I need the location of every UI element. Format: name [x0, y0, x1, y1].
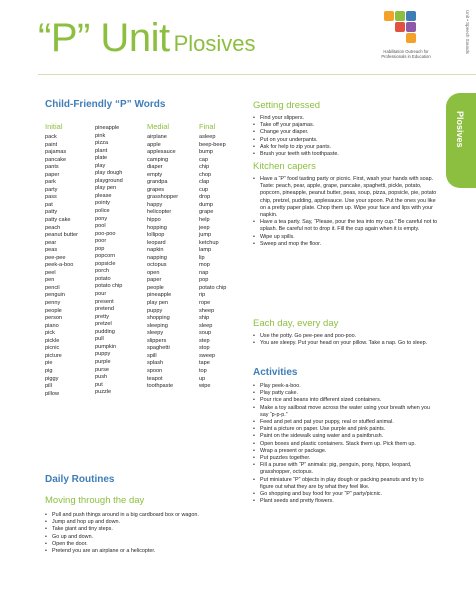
word-item: pony: [95, 215, 108, 222]
word-item: applesauce: [147, 149, 176, 156]
word-item: teapot: [147, 375, 163, 382]
word-item: pineapple: [95, 125, 120, 131]
word-item: penny: [45, 300, 61, 307]
word-item: push: [95, 374, 108, 381]
word-item: mop: [199, 262, 210, 269]
word-item: open: [147, 269, 160, 276]
word-item: sheep: [199, 307, 215, 314]
word-item: poor: [95, 238, 107, 245]
list-item: • Paint on the sidewalk using water and a paintbrush.: [253, 433, 438, 440]
initial-label: Initial: [45, 122, 63, 131]
vertical-note: Unit • Speech Sounds: [465, 10, 470, 54]
word-item: pencil: [45, 284, 60, 291]
words-heading: Child-Friendly “P” Words: [45, 99, 166, 110]
word-item: hippo: [147, 217, 161, 224]
page-title: [38, 16, 256, 61]
word-item: popsicle: [95, 260, 116, 267]
word-item: chip: [199, 164, 210, 171]
word-item: purse: [95, 366, 109, 373]
word-item: bump: [199, 149, 213, 156]
eachday-heading: Each day, every day: [253, 318, 339, 329]
word-item: airplane: [147, 134, 167, 140]
list-item: • Paint a picture on paper. Use purple and pink paints.: [253, 426, 438, 433]
word-item: park: [45, 179, 56, 186]
word-item: peek-a-boo: [45, 262, 74, 269]
word-item: patty: [45, 209, 58, 216]
word-item: paper: [45, 171, 60, 178]
word-item: happy: [147, 201, 163, 208]
list-item: • Plant seeds and pretty flowers.: [253, 498, 438, 505]
list-item: • Fill a purse with “P” animals: pig, penguin, pony, hippo, leopard, grasshopper, octopus.: [253, 462, 438, 476]
word-item: up: [199, 375, 206, 382]
word-item: play pen: [95, 185, 117, 192]
list-item: • Open the door.: [45, 541, 240, 548]
word-item: peanut butter: [45, 232, 78, 239]
word-item: chop: [199, 171, 212, 178]
word-item: people: [147, 284, 164, 291]
list-item: • Pretend you are an airplane or a helicopter.: [45, 548, 240, 555]
words-heading-wrap: [45, 99, 165, 110]
word-item: peas: [45, 247, 58, 254]
word-item: pretty: [95, 313, 109, 320]
list-item: • Play peek-a-boo.: [253, 383, 438, 390]
word-item: pill: [45, 383, 52, 390]
title-main: “P” Unit: [38, 16, 170, 60]
word-item: diaper: [147, 164, 163, 171]
word-item: picnic: [45, 345, 60, 352]
title-sub: Plosives: [173, 31, 256, 56]
word-item: pop: [95, 245, 105, 252]
medial-words: [147, 134, 178, 391]
list-item: • Take off your pajamas.: [253, 122, 438, 129]
word-item: pour: [95, 291, 107, 298]
list-item: • Ask for help to zip your pants.: [253, 144, 438, 151]
word-item: people: [45, 307, 62, 314]
word-item: pudding: [95, 328, 115, 335]
dressed-heading: Getting dressed: [253, 100, 321, 111]
list-item: • Use the potty. Go pee-pee and poo-poo.: [253, 333, 438, 340]
word-item: spill: [147, 352, 157, 359]
word-item: puzzle: [95, 389, 112, 396]
list-item: • Open boxes and plastic containers. Stack them up. Pick them up.: [253, 441, 438, 448]
word-item: peach: [45, 224, 61, 231]
word-item: pink: [95, 132, 106, 139]
word-item: wipe: [199, 383, 211, 390]
word-item: piggy: [45, 375, 59, 382]
word-item: puppy: [95, 351, 111, 358]
word-item: pizza: [95, 140, 109, 147]
list-item: • Play patty cake.: [253, 390, 438, 397]
word-item: clap: [199, 179, 210, 186]
word-item: sleepy: [147, 330, 164, 337]
list-item: • Go up and down.: [45, 534, 240, 541]
initial-words-a: [45, 134, 78, 398]
word-item: penguin: [45, 292, 65, 299]
word-item: cup: [199, 186, 209, 193]
list-item: • Make a toy sailboat move across the water using your breath when you say “p-p-p.”: [253, 405, 438, 419]
word-item: pajamas: [45, 149, 67, 156]
list-item: • Have a “P” food tasting party or picnic. First, wash your hands with soap. Taste: peach, pear, apple, grape, pancake, spaghetti, pickle, potato, popcorn, pineapple, peanut butter, peas, soup, pizza, popsicle, pie, potato chip, pretzel, pudding, applesauce. Use your spoon. Put the ones you like on a pretty paper plate. Chop them up. Wipe your face and lips with your napkin.: [253, 176, 438, 219]
list-item: • Have a tea party. Say, “Please, pour the tea into my cup.” Be careful not to splash. Be careful not to drop it. Fill the cup again when it is empty.: [253, 219, 438, 233]
activities-list: [253, 383, 438, 505]
logo-blocks-icon: [384, 11, 428, 47]
word-item: person: [45, 315, 63, 322]
word-item: pool: [95, 223, 106, 230]
word-item: playground: [95, 177, 123, 184]
kitchen-list: [253, 176, 438, 248]
word-item: peel: [45, 269, 56, 276]
eachday-section: [253, 318, 438, 347]
daily-list: [45, 512, 240, 555]
list-item: • You are sleepy. Put your head on your pillow. Take a nap. Go to sleep.: [253, 340, 438, 347]
word-item: sweep: [199, 352, 216, 359]
word-item: pig: [45, 367, 53, 374]
list-item: • Sweep and mop the floor.: [253, 241, 438, 248]
word-item: pillow: [45, 390, 59, 397]
initial-words-b: [95, 125, 123, 397]
word-item: camping: [147, 156, 169, 163]
word-item: party: [45, 186, 58, 193]
kitchen-section: [253, 161, 438, 248]
word-item: pointy: [95, 200, 110, 207]
word-item: spoon: [147, 367, 163, 374]
eachday-list: [253, 333, 438, 347]
word-item: piano: [45, 322, 59, 329]
list-item: • Put puzzles together.: [253, 455, 438, 462]
word-item: beep-beep: [199, 141, 226, 148]
word-item: napkin: [147, 247, 164, 254]
word-item: slippers: [147, 337, 167, 344]
list-item: • Pull and push things around in a big cardboard box or wagon.: [45, 512, 240, 519]
activities-heading: Activities: [253, 367, 298, 378]
word-item: pretzel: [95, 321, 112, 328]
word-item: pretend: [95, 306, 114, 313]
word-item: pumpkin: [95, 343, 117, 350]
list-item: • Wipe up spills.: [253, 234, 438, 241]
daily-heading: Daily Routines: [45, 474, 115, 485]
word-item: patty cake: [45, 217, 71, 224]
word-item: pie: [45, 360, 53, 367]
word-item: nap: [199, 269, 209, 276]
word-item: octopus: [147, 262, 167, 269]
word-item: play pen: [147, 300, 169, 307]
word-item: splash: [147, 360, 164, 367]
word-item: hopping: [147, 224, 167, 231]
word-item: jeep: [199, 224, 210, 231]
side-tab: [446, 93, 476, 188]
word-item: cap: [199, 156, 209, 163]
activities-section: [253, 367, 438, 505]
word-item: plate: [95, 155, 108, 162]
list-item: • Jump and hop up and down.: [45, 519, 240, 526]
word-item: poo-poo: [95, 230, 116, 237]
word-item: rip: [199, 292, 206, 299]
word-item: plant: [95, 147, 108, 154]
word-item: play dough: [95, 170, 123, 177]
word-item: rope: [199, 300, 211, 307]
word-item: help: [199, 217, 210, 224]
word-item: grasshopper: [147, 194, 179, 201]
word-item: pass: [45, 194, 57, 201]
daily-subheading: Moving through the day: [45, 495, 145, 506]
word-item: jump: [199, 232, 212, 239]
medial-label: Medial: [147, 122, 170, 131]
word-item: spaghetti: [147, 345, 170, 352]
word-item: pickle: [45, 337, 60, 344]
word-item: pants: [45, 164, 59, 171]
word-item: lollipop: [147, 232, 165, 239]
word-item: apple: [147, 141, 161, 148]
divider: [38, 74, 476, 75]
kitchen-heading: Kitchen capers: [253, 161, 316, 172]
list-item: • Wrap a present or package.: [253, 448, 438, 455]
dressed-section: [253, 100, 438, 158]
word-item: ketchup: [199, 239, 219, 246]
word-item: lamp: [199, 247, 212, 254]
word-item: purple: [95, 358, 111, 365]
word-item: play: [95, 162, 106, 169]
word-item: paint: [45, 141, 58, 148]
daily-section: [45, 474, 240, 555]
logo-caption: Habilitation Outreach for Professionals in Education: [381, 49, 431, 59]
word-item: put: [95, 381, 103, 388]
word-item: pear: [45, 239, 57, 246]
word-item: pen: [45, 277, 55, 284]
word-item: grape: [199, 209, 214, 216]
word-item: sleeping: [147, 322, 168, 329]
word-item: pack: [45, 134, 57, 140]
word-item: empty: [147, 171, 163, 178]
word-item: dump: [199, 201, 213, 208]
word-item: soup: [199, 330, 212, 337]
list-item: • Brush your teeth with toothpaste.: [253, 151, 438, 158]
word-item: police: [95, 208, 110, 215]
word-item: pick: [45, 330, 55, 337]
hope-logo: [372, 11, 440, 59]
word-item: drop: [199, 194, 211, 201]
list-item: • Change your diaper.: [253, 129, 438, 136]
final-label: Final: [199, 122, 216, 131]
word-item: tape: [199, 360, 210, 367]
word-item: pull: [95, 336, 104, 343]
word-item: popcorn: [95, 253, 116, 260]
word-item: potato chip: [95, 283, 123, 290]
word-item: sleep: [199, 322, 213, 329]
list-item: • Take giant and tiny steps.: [45, 526, 240, 533]
word-item: potato: [95, 275, 111, 282]
word-item: ship: [199, 315, 210, 322]
list-item: • Feed and pet and pat your puppy, real or stuffed animal.: [253, 419, 438, 426]
word-item: grandpa: [147, 179, 168, 186]
word-item: shopping: [147, 315, 170, 322]
word-item: pancake: [45, 156, 67, 163]
list-item: • Put on your underpants.: [253, 137, 438, 144]
word-item: porch: [95, 268, 109, 275]
word-item: pineapple: [147, 292, 172, 299]
word-item: helicopter: [147, 209, 172, 216]
list-item: • Pour rice and beans into different sized containers.: [253, 397, 438, 404]
word-item: pop: [199, 277, 209, 284]
word-item: leopard: [147, 239, 166, 246]
list-item: • Go shopping and buy food for your “P” party/picnic.: [253, 491, 438, 498]
word-item: lip: [199, 254, 205, 261]
word-item: paper: [147, 277, 162, 284]
word-item: stop: [199, 345, 210, 352]
word-item: step: [199, 337, 210, 344]
word-item: asleep: [199, 134, 216, 140]
word-item: pat: [45, 201, 53, 208]
word-item: toothpaste: [147, 383, 174, 390]
final-words: [199, 134, 226, 391]
word-item: picture: [45, 352, 62, 359]
word-item: napping: [147, 254, 167, 261]
word-item: pee-pee: [45, 254, 66, 261]
list-item: • Find your slippers.: [253, 115, 438, 122]
side-tab-label: Plosives: [455, 111, 465, 148]
word-item: puppy: [147, 307, 163, 314]
word-item: present: [95, 298, 114, 305]
word-item: top: [199, 367, 207, 374]
dressed-list: [253, 115, 438, 158]
list-item: • Put miniature “P” objects in play dough or packing peanuts and try to figure out what they are by what they feel like.: [253, 477, 438, 491]
word-item: grapes: [147, 186, 165, 193]
word-item: potato chip: [199, 284, 227, 291]
word-item: please: [95, 192, 112, 199]
